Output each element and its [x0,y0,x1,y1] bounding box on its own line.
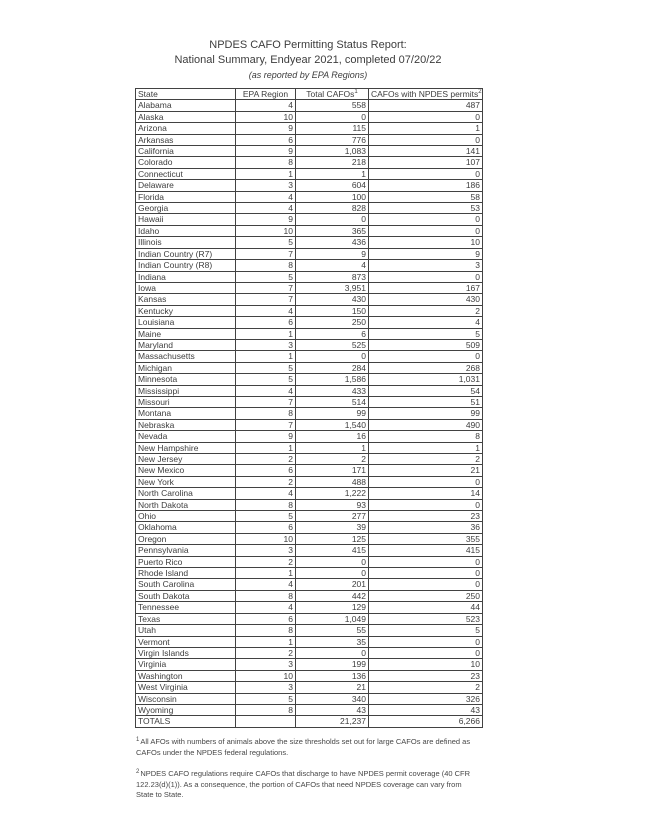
col-header-superscript: 1 [354,89,358,96]
table-row [136,260,483,271]
table-cell: 1,222 [296,488,369,499]
table-row [136,704,483,715]
totals-cell: 21,237 [296,716,369,727]
table-cell: 10 [236,533,296,544]
table-cell: 129 [296,602,369,613]
table-cell: 2 [369,305,483,316]
footnote-text: All AFOs with numbers of animals above the size thresholds set out for large CAFOs are defined as CAFOs under the NPDES federal regulations. [136,737,471,757]
table-cell: 0 [296,568,369,579]
table-cell: Delaware [136,180,236,191]
table-cell: 8 [236,499,296,510]
footnotes [136,737,480,812]
table-cell: 8 [236,157,296,168]
table-header-row [136,89,483,100]
table-cell: 58 [369,191,483,202]
table-row [136,625,483,636]
table-cell: 525 [296,339,369,350]
table-cell: 558 [296,100,369,111]
table-cell: 7 [236,248,296,259]
table-cell: New York [136,476,236,487]
table-row [136,476,483,487]
table-cell: 100 [296,191,369,202]
table-cell: 4 [236,305,296,316]
table-cell: 0 [369,225,483,236]
table-cell: 2 [369,682,483,693]
table-row [136,305,483,316]
table-row [136,465,483,476]
table-cell: 0 [296,556,369,567]
table-cell: 2 [369,454,483,465]
table-cell: South Carolina [136,579,236,590]
table-row [136,374,483,385]
table-cell: 4 [236,488,296,499]
table-cell: 0 [369,168,483,179]
table-row [136,602,483,613]
table-cell: 23 [369,511,483,522]
footnote-2 [136,769,480,801]
table-cell: 10 [236,670,296,681]
table-cell: 1 [236,328,296,339]
table-cell: 5 [236,271,296,282]
table-cell: 0 [369,568,483,579]
table-cell: Hawaii [136,214,236,225]
table-cell: 1 [369,442,483,453]
table-row [136,488,483,499]
table-cell: 3 [369,260,483,271]
col-header-label: CAFOs with NPDES permits [371,89,479,99]
table-cell: 2 [236,647,296,658]
report-header [108,38,508,82]
table-cell: North Dakota [136,499,236,510]
table-cell: 326 [369,693,483,704]
table-row [136,111,483,122]
table-cell: 5 [236,693,296,704]
table-cell: 3 [236,659,296,670]
table-cell: 509 [369,339,483,350]
table-cell: 488 [296,476,369,487]
table-cell: Indiana [136,271,236,282]
table-cell: 4 [296,260,369,271]
table-cell: 6 [236,134,296,145]
col-header-epa-region [236,89,296,100]
col-header-label: EPA Region [242,89,289,99]
table-cell: 0 [369,476,483,487]
table-cell: 6 [236,522,296,533]
table-cell: Virginia [136,659,236,670]
table-cell: 340 [296,693,369,704]
table-cell: Georgia [136,203,236,214]
table-cell: 35 [296,636,369,647]
table-cell: 4 [236,100,296,111]
table-row [136,693,483,704]
table-cell: New Jersey [136,454,236,465]
totals-cell: TOTALS [136,716,236,727]
table-cell: Wyoming [136,704,236,715]
table-row [136,419,483,430]
table-cell: 3 [236,682,296,693]
table-row [136,647,483,658]
table-cell: Maine [136,328,236,339]
table-row [136,362,483,373]
table-cell: Puerto Rico [136,556,236,567]
table-cell: 0 [296,351,369,362]
table-cell: 1 [236,442,296,453]
table-cell: 1,031 [369,374,483,385]
table-cell: Utah [136,625,236,636]
table-cell: Nevada [136,431,236,442]
table-cell: 186 [369,180,483,191]
totals-cell [236,716,296,727]
table-cell: Massachusetts [136,351,236,362]
table-row [136,271,483,282]
table-cell: Iowa [136,282,236,293]
table-cell: 1 [236,636,296,647]
table-cell: 10 [369,659,483,670]
table-row [136,191,483,202]
table-row [136,545,483,556]
table-cell: Montana [136,408,236,419]
table-cell: New Hampshire [136,442,236,453]
table-cell: 39 [296,522,369,533]
table-cell: 430 [369,294,483,305]
table-cell: Washington [136,670,236,681]
table-row [136,282,483,293]
table-row [136,556,483,567]
table-cell: Ohio [136,511,236,522]
table-cell: 9 [369,248,483,259]
table-cell: 9 [236,214,296,225]
table-cell: Minnesota [136,374,236,385]
report-title: NPDES CAFO Permitting Status Report: [209,39,407,51]
table-cell: 277 [296,511,369,522]
cafo-status-table [135,88,483,728]
table-cell: Virgin Islands [136,647,236,658]
table-cell: 442 [296,590,369,601]
table-cell: 54 [369,385,483,396]
table-cell: 4 [236,203,296,214]
table-cell: 0 [369,351,483,362]
table-cell: 14 [369,488,483,499]
table-cell: South Dakota [136,590,236,601]
table-cell: California [136,146,236,157]
table-cell: 5 [369,625,483,636]
table-cell: Pennsylvania [136,545,236,556]
table-cell: 53 [369,203,483,214]
table-cell: 430 [296,294,369,305]
table-cell: 9 [236,146,296,157]
footnote-text: NPDES CAFO regulations require CAFOs that discharge to have NPDES permit coverage (40 CFR 122.23(d)(1)). As a consequence, the portion of CAFOs that need NPDES coverage can vary from State to State. [136,769,471,799]
table-cell: Indian Country (R7) [136,248,236,259]
totals-row [136,716,483,727]
table-row [136,157,483,168]
table-cell: 3 [236,339,296,350]
table-cell: 55 [296,625,369,636]
table-cell: Alaska [136,111,236,122]
table-cell: 5 [369,328,483,339]
table-cell: 284 [296,362,369,373]
table-cell: 433 [296,385,369,396]
table-cell: 21 [369,465,483,476]
table-row [136,670,483,681]
table-cell: 201 [296,579,369,590]
table-cell: 0 [369,134,483,145]
totals-cell: 6,266 [369,716,483,727]
table-cell: 4 [369,317,483,328]
table-row [136,499,483,510]
table-cell: 1 [369,123,483,134]
footnote-marker: 1 [136,736,140,743]
table-cell: 0 [296,647,369,658]
table-cell: Missouri [136,396,236,407]
table-cell: 2 [236,476,296,487]
footnote-1 [136,737,480,758]
table-cell: 7 [236,282,296,293]
table-cell: Colorado [136,157,236,168]
table-row [136,134,483,145]
table-row [136,396,483,407]
table-cell: 2 [296,454,369,465]
table-cell: 514 [296,396,369,407]
table-row [136,328,483,339]
table-cell: Connecticut [136,168,236,179]
table-cell: 8 [369,431,483,442]
table-cell: 873 [296,271,369,282]
table-cell: 115 [296,123,369,134]
col-header-state [136,89,236,100]
table-cell: 0 [369,111,483,122]
table-cell: 7 [236,396,296,407]
table-cell: Tennessee [136,602,236,613]
table-cell: 1,049 [296,613,369,624]
table-cell: 8 [236,590,296,601]
table-cell: 2 [236,556,296,567]
table-row [136,659,483,670]
table-cell: 199 [296,659,369,670]
table-cell: 43 [296,704,369,715]
table-cell: West Virginia [136,682,236,693]
table-row [136,146,483,157]
table-row [136,522,483,533]
table-cell: 8 [236,408,296,419]
table-cell: 0 [369,579,483,590]
table-row [136,613,483,624]
table-row [136,682,483,693]
table-row [136,385,483,396]
table-row [136,511,483,522]
table-row [136,225,483,236]
table-row [136,294,483,305]
table-cell: 0 [296,111,369,122]
col-header-label: Total CAFOs [306,89,355,99]
table-cell: Oregon [136,533,236,544]
table-row [136,180,483,191]
table-row [136,533,483,544]
table-row [136,339,483,350]
table-cell: Vermont [136,636,236,647]
table-cell: Kansas [136,294,236,305]
table-row [136,408,483,419]
table-cell: 487 [369,100,483,111]
table-cell: 5 [236,511,296,522]
table-cell: 3 [236,180,296,191]
table-cell: 8 [236,704,296,715]
table-cell: 10 [369,237,483,248]
table-cell: North Carolina [136,488,236,499]
table-cell: Alabama [136,100,236,111]
table-cell: 268 [369,362,483,373]
table-row [136,454,483,465]
table-cell: 250 [369,590,483,601]
table-cell: 604 [296,180,369,191]
table-cell: 9 [236,123,296,134]
table-cell: 0 [369,214,483,225]
col-header-npdes-permits [369,89,483,100]
col-header-label: State [138,89,158,99]
table-cell: 4 [236,602,296,613]
table-cell: 141 [369,146,483,157]
table-cell: 828 [296,203,369,214]
table-cell: 415 [369,545,483,556]
table-row [136,100,483,111]
table-cell: 355 [369,533,483,544]
table-cell: 1 [236,351,296,362]
table-cell: 6 [296,328,369,339]
table-cell: 4 [236,191,296,202]
table-cell: 0 [369,556,483,567]
table-row [136,203,483,214]
table-cell: 36 [369,522,483,533]
table-cell: 136 [296,670,369,681]
table-cell: 1 [236,568,296,579]
table-row [136,168,483,179]
table-cell: Michigan [136,362,236,373]
table-row [136,431,483,442]
table-row [136,317,483,328]
report-subtitle: National Summary, Endyear 2021, completed 07/20/22 [174,54,442,66]
table-cell: 776 [296,134,369,145]
table-cell: Nebraska [136,419,236,430]
table-cell: 10 [236,111,296,122]
table-row [136,123,483,134]
table-cell: 10 [236,225,296,236]
table-cell: New Mexico [136,465,236,476]
table-cell: 0 [369,271,483,282]
table-cell: 0 [369,499,483,510]
table-cell: 8 [236,625,296,636]
table-row [136,636,483,647]
table-cell: 4 [236,385,296,396]
col-header-total-cafos [296,89,369,100]
table-cell: Maryland [136,339,236,350]
table-cell: 1,540 [296,419,369,430]
table-cell: Indian Country (R8) [136,260,236,271]
report-source-note: (as reported by EPA Regions) [248,70,368,80]
table-cell: Arkansas [136,134,236,145]
table-row [136,568,483,579]
table-cell: 523 [369,613,483,624]
table-body [136,100,483,727]
table-cell: 9 [236,431,296,442]
table-cell: Rhode Island [136,568,236,579]
table-cell: 365 [296,225,369,236]
table-cell: 44 [369,602,483,613]
table-row [136,590,483,601]
table-cell: 23 [369,670,483,681]
table-cell: 51 [369,396,483,407]
table-cell: 7 [236,294,296,305]
table-cell: 0 [369,636,483,647]
table-cell: Mississippi [136,385,236,396]
table-cell: 171 [296,465,369,476]
table-cell: Idaho [136,225,236,236]
table-cell: Florida [136,191,236,202]
table-cell: 2 [236,454,296,465]
table-cell: 43 [369,704,483,715]
footnote-marker: 2 [136,768,140,775]
table-row [136,442,483,453]
table-cell: 5 [236,237,296,248]
table-cell: 415 [296,545,369,556]
table-cell: 0 [296,214,369,225]
table-cell: 1,586 [296,374,369,385]
table-cell: 0 [369,647,483,658]
table-cell: 4 [236,579,296,590]
table-cell: 3,951 [296,282,369,293]
table-cell: 218 [296,157,369,168]
table-cell: 1 [296,442,369,453]
table-row [136,237,483,248]
table-cell: 1 [236,168,296,179]
table-cell: 1,083 [296,146,369,157]
table-cell: Oklahoma [136,522,236,533]
table-cell: Wisconsin [136,693,236,704]
table-cell: 6 [236,613,296,624]
table-cell: 99 [369,408,483,419]
table-cell: 150 [296,305,369,316]
col-header-superscript: 2 [478,89,482,96]
table-cell: 250 [296,317,369,328]
table-cell: Arizona [136,123,236,134]
table-cell: 93 [296,499,369,510]
table-cell: 490 [369,419,483,430]
table-cell: 107 [369,157,483,168]
table-cell: 5 [236,362,296,373]
table-cell: 7 [236,419,296,430]
table-cell: 3 [236,545,296,556]
table-cell: 16 [296,431,369,442]
table-row [136,248,483,259]
table-cell: 6 [236,465,296,476]
table-cell: 9 [296,248,369,259]
table-cell: 436 [296,237,369,248]
table-cell: Texas [136,613,236,624]
table-cell: Louisiana [136,317,236,328]
table-cell: 99 [296,408,369,419]
table-cell: 167 [369,282,483,293]
table-cell: 6 [236,317,296,328]
table-cell: 8 [236,260,296,271]
table-cell: 21 [296,682,369,693]
table-row [136,579,483,590]
table-cell: Illinois [136,237,236,248]
table-cell: 5 [236,374,296,385]
table-row [136,351,483,362]
table-row [136,214,483,225]
table-cell: Kentucky [136,305,236,316]
table-cell: 125 [296,533,369,544]
table-cell: 1 [296,168,369,179]
